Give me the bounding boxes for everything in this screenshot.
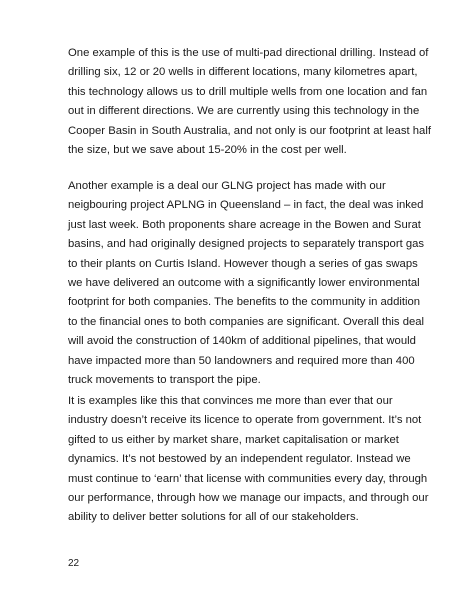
text-line: the size, but we save about 15-20% in the cost per well. xyxy=(68,144,347,157)
text-line: Cooper Basin in South Australia, and not only is our footprint at least half xyxy=(68,124,431,137)
text-line: Another example is a deal our GLNG project has made with our xyxy=(68,180,386,192)
text-line: have impacted more than 50 landowners and required more than 400 xyxy=(68,354,415,367)
text-line: ability to deliver better solutions for all of our stakeholders. xyxy=(68,511,359,524)
paragraph-glng-aplng-deal xyxy=(68,177,424,390)
text-line: neigbouring project APLNG in Queensland – in fact, the deal was inked xyxy=(68,199,424,212)
text-line: gifted to us either by market share, market capitalisation or market xyxy=(68,433,399,446)
text-line: will avoid the construction of 140km of additional pipelines, that would xyxy=(68,335,416,348)
page-number: 22 xyxy=(68,558,80,569)
text-line: this technology allows us to drill multiple wells from one location and fan xyxy=(68,85,428,98)
text-line: industry doesn’t receive its licence to operate from government. It’s not xyxy=(68,414,422,427)
text-line: to their plants on Curtis Island. However though a series of gas swaps xyxy=(68,257,418,270)
text-line: just last week. Both proponents share acreage in the Bowen and Surat xyxy=(68,218,421,231)
text-line: drilling six, 12 or 20 wells in different locations, many kilometres apart, xyxy=(68,66,418,79)
text-line: footprint for both companies. The benefits to the community in addition xyxy=(68,296,421,309)
text-line: our performance, through how we manage our impacts, and through our xyxy=(68,492,429,505)
text-line: dynamics. It’s not bestowed by an independent regulator. Instead we xyxy=(68,453,411,466)
text-line: truck movements to transport the pipe. xyxy=(68,374,261,387)
paragraph-licence-to-operate xyxy=(68,392,428,528)
text-line: to the financial ones to both companies are significant. Overall this deal xyxy=(68,315,425,328)
text-line: out in different directions. We are currently using this technology in the xyxy=(68,105,420,118)
text-line: It is examples like this that convinces me more than ever that our xyxy=(68,395,393,407)
text-line: One example of this is the use of multi-pad directional drilling. Instead of xyxy=(68,47,429,59)
text-line: must continue to ‘earn’ that license with communities every day, through xyxy=(68,472,428,485)
text-line: basins, and had originally designed projects to separately transport gas xyxy=(68,238,425,251)
text-line: we have delivered an outcome with a significantly lower environmental xyxy=(68,277,420,290)
paragraph-multi-pad-drilling xyxy=(68,44,431,160)
